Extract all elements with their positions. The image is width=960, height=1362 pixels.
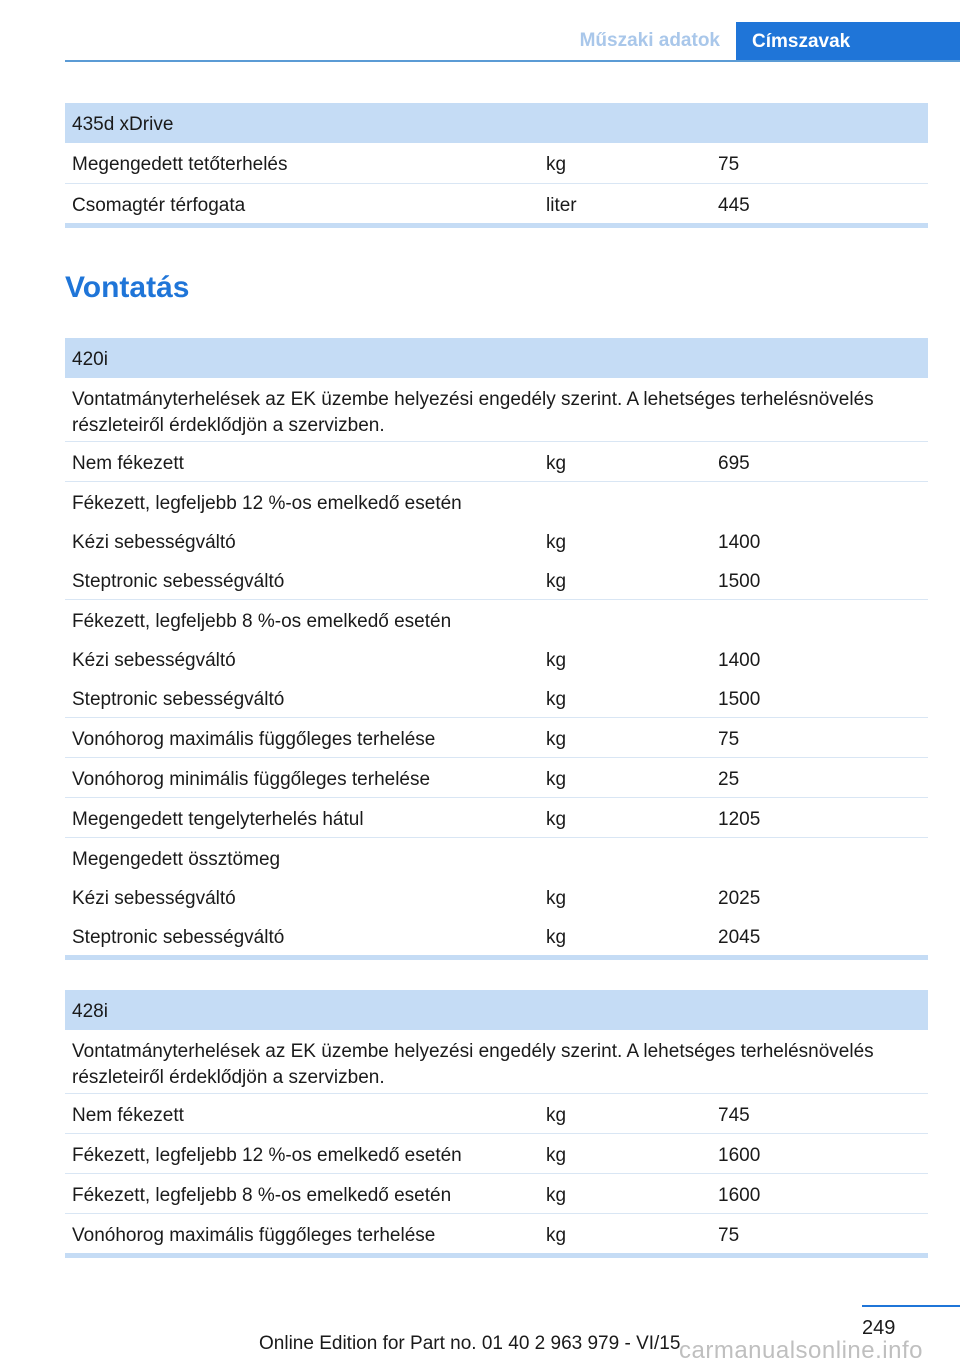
- watermark: carmanualsonline.info: [679, 1337, 923, 1362]
- table-footer-bar: [65, 1253, 928, 1258]
- table-note-row: [65, 1030, 928, 1093]
- table-row: [65, 678, 928, 717]
- table-group-row: [65, 837, 928, 877]
- row-label: Nem fékezett: [72, 1105, 184, 1126]
- table-row: [65, 1093, 928, 1133]
- table-group-row: [65, 481, 928, 521]
- row-value: 1600: [718, 1145, 761, 1166]
- row-label: Fékezett, legfeljebb 12 %-os emelkedő esetén: [72, 493, 462, 514]
- row-unit: kg: [546, 532, 567, 553]
- table-header: 420i: [65, 338, 928, 378]
- header-chapter-tab[interactable]: Címszavak: [736, 22, 960, 62]
- row-value: 695: [718, 453, 750, 474]
- table-row: [65, 916, 928, 955]
- table-header: 435d xDrive: [65, 103, 928, 143]
- table-row: [65, 521, 928, 560]
- footer-edition: Online Edition for Part no. 01 40 2 963 979 - VI/15: [259, 1333, 681, 1354]
- row-unit: kg: [546, 154, 567, 175]
- row-unit: kg: [546, 809, 567, 830]
- row-unit: kg: [546, 1145, 567, 1166]
- table-group-row: [65, 599, 928, 639]
- row-unit: kg: [546, 689, 567, 710]
- row-value: 445: [718, 195, 750, 216]
- row-value: 1400: [718, 532, 761, 553]
- table-420i: [65, 338, 928, 960]
- row-label: Vonóhorog maximális függőleges terhelése: [72, 729, 436, 750]
- table-row: [65, 717, 928, 757]
- row-label: Kézi sebességváltó: [72, 650, 236, 671]
- row-value: 75: [718, 729, 740, 750]
- row-value: 25: [718, 769, 740, 790]
- row-value: 2025: [718, 888, 761, 909]
- row-label: Fékezett, legfeljebb 8 %-os emelkedő esetén: [72, 611, 452, 632]
- row-value: 745: [718, 1105, 750, 1126]
- row-unit: kg: [546, 927, 567, 948]
- table-header: 428i: [65, 990, 928, 1030]
- table-row: [65, 183, 928, 223]
- table-note: Vontatmányterhelések az EK üzembe helyezési engedély szerint. A lehetséges terhelésnövelés részleteiről érdeklődjön a szervizben.: [72, 1041, 874, 1088]
- table-row: [65, 877, 928, 916]
- row-value: 1600: [718, 1185, 761, 1206]
- table-note: Vontatmányterhelések az EK üzembe helyezési engedély szerint. A lehetséges terhelésnövelés részleteiről érdeklődjön a szervizben.: [72, 389, 874, 436]
- row-value: 1500: [718, 689, 761, 710]
- table-row: [65, 560, 928, 599]
- table-footer-bar: [65, 955, 928, 960]
- row-unit: kg: [546, 650, 567, 671]
- table-row: [65, 797, 928, 837]
- row-value: 1400: [718, 650, 761, 671]
- table-footer-bar: [65, 223, 928, 228]
- row-value: 1500: [718, 571, 761, 592]
- table-row: [65, 143, 928, 183]
- row-unit: kg: [546, 769, 567, 790]
- row-label: Vonóhorog maximális függőleges terhelése: [72, 1225, 436, 1246]
- row-value: 75: [718, 154, 740, 175]
- row-unit: kg: [546, 729, 567, 750]
- page-number: 249: [862, 1317, 896, 1339]
- page-header: [0, 0, 960, 62]
- row-unit: kg: [546, 1225, 567, 1246]
- header-divider: [65, 60, 960, 62]
- table-row: [65, 757, 928, 797]
- row-label: Steptronic sebességváltó: [72, 689, 285, 710]
- table-row: [65, 1133, 928, 1173]
- row-unit: kg: [546, 888, 567, 909]
- table-row: [65, 1213, 928, 1253]
- row-label: Vonóhorog minimális függőleges terhelése: [72, 769, 431, 790]
- table-row: [65, 639, 928, 678]
- row-label: Nem fékezett: [72, 453, 184, 474]
- table-note-row: [65, 378, 928, 441]
- row-label: Steptronic sebességváltó: [72, 927, 285, 948]
- row-unit: kg: [546, 453, 567, 474]
- row-unit: kg: [546, 1185, 567, 1206]
- row-value: 1205: [718, 809, 761, 830]
- section-title: Vontatás: [65, 271, 190, 304]
- row-label: Kézi sebességváltó: [72, 532, 236, 553]
- row-label: Megengedett tetőterhelés: [72, 154, 288, 175]
- row-value: 75: [718, 1225, 740, 1246]
- table-row: [65, 1173, 928, 1213]
- row-unit: kg: [546, 1105, 567, 1126]
- row-label: Megengedett össztömeg: [72, 849, 281, 870]
- row-value: 2045: [718, 927, 761, 948]
- footer-divider: [862, 1305, 960, 1307]
- row-unit: liter: [546, 195, 577, 216]
- header-section-label[interactable]: Műszaki adatok: [579, 30, 720, 51]
- row-label: Csomagtér térfogata: [72, 195, 246, 216]
- row-label: Fékezett, legfeljebb 12 %-os emelkedő esetén: [72, 1145, 462, 1166]
- row-label: Fékezett, legfeljebb 8 %-os emelkedő esetén: [72, 1185, 452, 1206]
- table-row: [65, 441, 928, 481]
- row-label: Megengedett tengelyterhelés hátul: [72, 809, 364, 830]
- row-unit: kg: [546, 571, 567, 592]
- row-label: Kézi sebességváltó: [72, 888, 236, 909]
- table-428i: [65, 990, 928, 1258]
- table-435d: [65, 103, 928, 228]
- row-label: Steptronic sebességváltó: [72, 571, 285, 592]
